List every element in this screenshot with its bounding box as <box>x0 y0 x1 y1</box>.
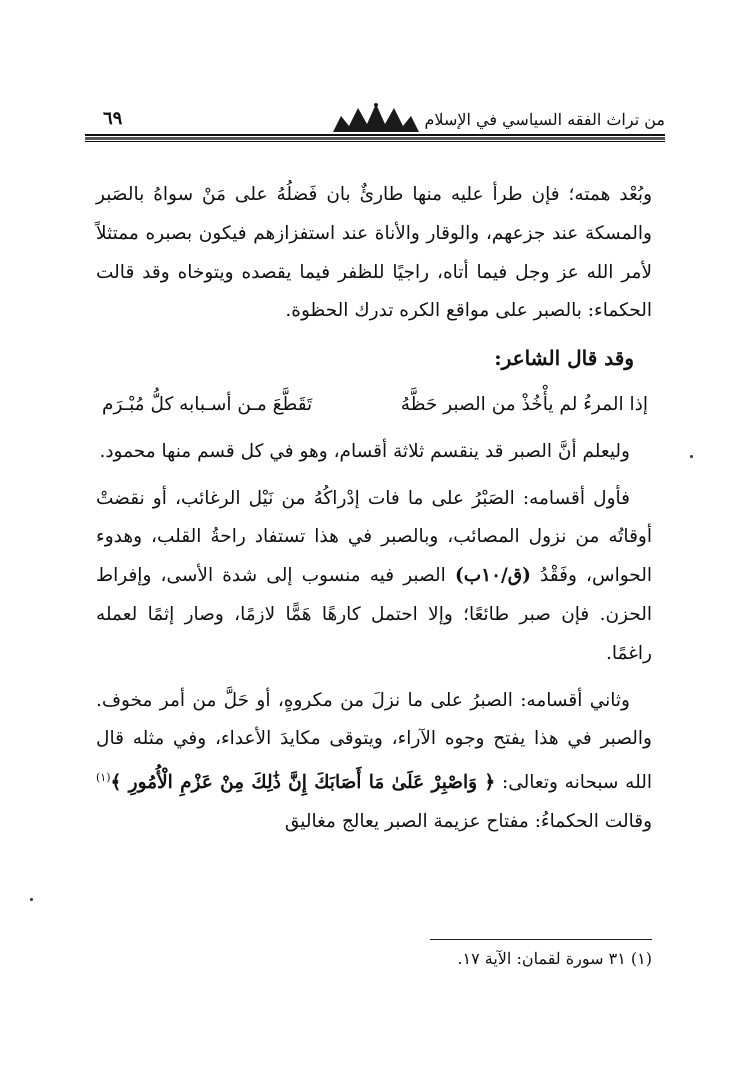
page-header <box>85 106 665 148</box>
manuscript-folio-ref: (ق/١٠ب) <box>454 565 531 587</box>
verse-second-hemistich: تَقَطَّعَ مـن أسـبابه كلُّ مُبْـرَم <box>102 393 313 415</box>
crown-ornament-icon <box>331 102 421 134</box>
paragraph-3 <box>96 480 652 674</box>
running-title: من تراث الفقه السياسي في الإسلام <box>424 110 665 129</box>
paragraph-4-part-a: وثاني أقسامه: الصبرُ على ما نزلَ من مكروهٍ، أو حَلَّ من أمر مخوف. والصبر في هذا يفتح وجوه الآراء، ويتوقى مكايدَ الأعداء، وفي مثله قال الله سبحانه وتعالى: <box>96 689 652 794</box>
scan-speck <box>690 455 693 458</box>
verse-line <box>96 386 652 425</box>
scan-speck <box>30 898 33 901</box>
page-number: ٦٩ <box>103 108 123 129</box>
paragraph-3-part-a: فأول أقسامه: الصَبْرُ على ما فات إدْراكُهُ من نَيْل الرغائب، أو نقضتْ أوقاتُه من نزول المصائب، وبالصبر في هذا تستفاد راحةُ القلب، وهدوء الحواس، وفَقْدُ <box>96 487 652 587</box>
paragraph-2: وليعلم أنَّ الصبر قد ينقسم ثلاثة أقسام، وهو في كل قسم منها محمود. <box>99 440 630 462</box>
footnote-rule <box>430 939 652 940</box>
paragraph-1: وبُعْد همته؛ فإن طرأ عليه منها طارئٌ بان فَضلُهُ على مَنْ سواهُ بالصَبر والمسكة عند جزعهم، والوقار والأناة عند استفزازهم فيكون بصبره ممتثلاً لأمر الله عز وجل فيما أتاه، راجيًا للظفر فيما يقصده ويتوخاه وقد قالت الحكماء: بالصبر على مواقع الكره تدرك الحظوة. <box>96 184 652 322</box>
paragraph-4 <box>96 682 652 842</box>
footnote-ref[interactable]: (١) <box>96 771 111 785</box>
paragraph-4-part-b: وقالت الحكماءُ: مفتاح عزيمة الصبر يعالج مغاليق <box>284 811 652 833</box>
body-text <box>96 176 652 842</box>
quran-verse: ﴿ وَاصْبِرْ عَلَىٰ مَا أَصَابَكَ إِنَّ ذَٰلِكَ مِنْ عَزْمِ الْأُمُورِ ﴾ <box>110 772 496 794</box>
poet-heading: وقد قال الشاعر: <box>494 346 634 371</box>
footnote: (١) ٣١ سورة لقمان: الآية ١٧. <box>457 949 652 968</box>
header-rule <box>85 134 665 142</box>
paragraph-3-part-b: الصبر فيه منسوب إلى شدة الأسى، وإفراط الحزن. فإن صبر طائعًا؛ وإلا احتمل كارهًا هَمًّا لازمًا، وصار إثمًا لعمله راغمًا. <box>96 565 652 664</box>
verse-first-hemistich: إذا المرءُ لم يأْخُذْ من الصبر حَظَّهُ <box>400 393 648 415</box>
